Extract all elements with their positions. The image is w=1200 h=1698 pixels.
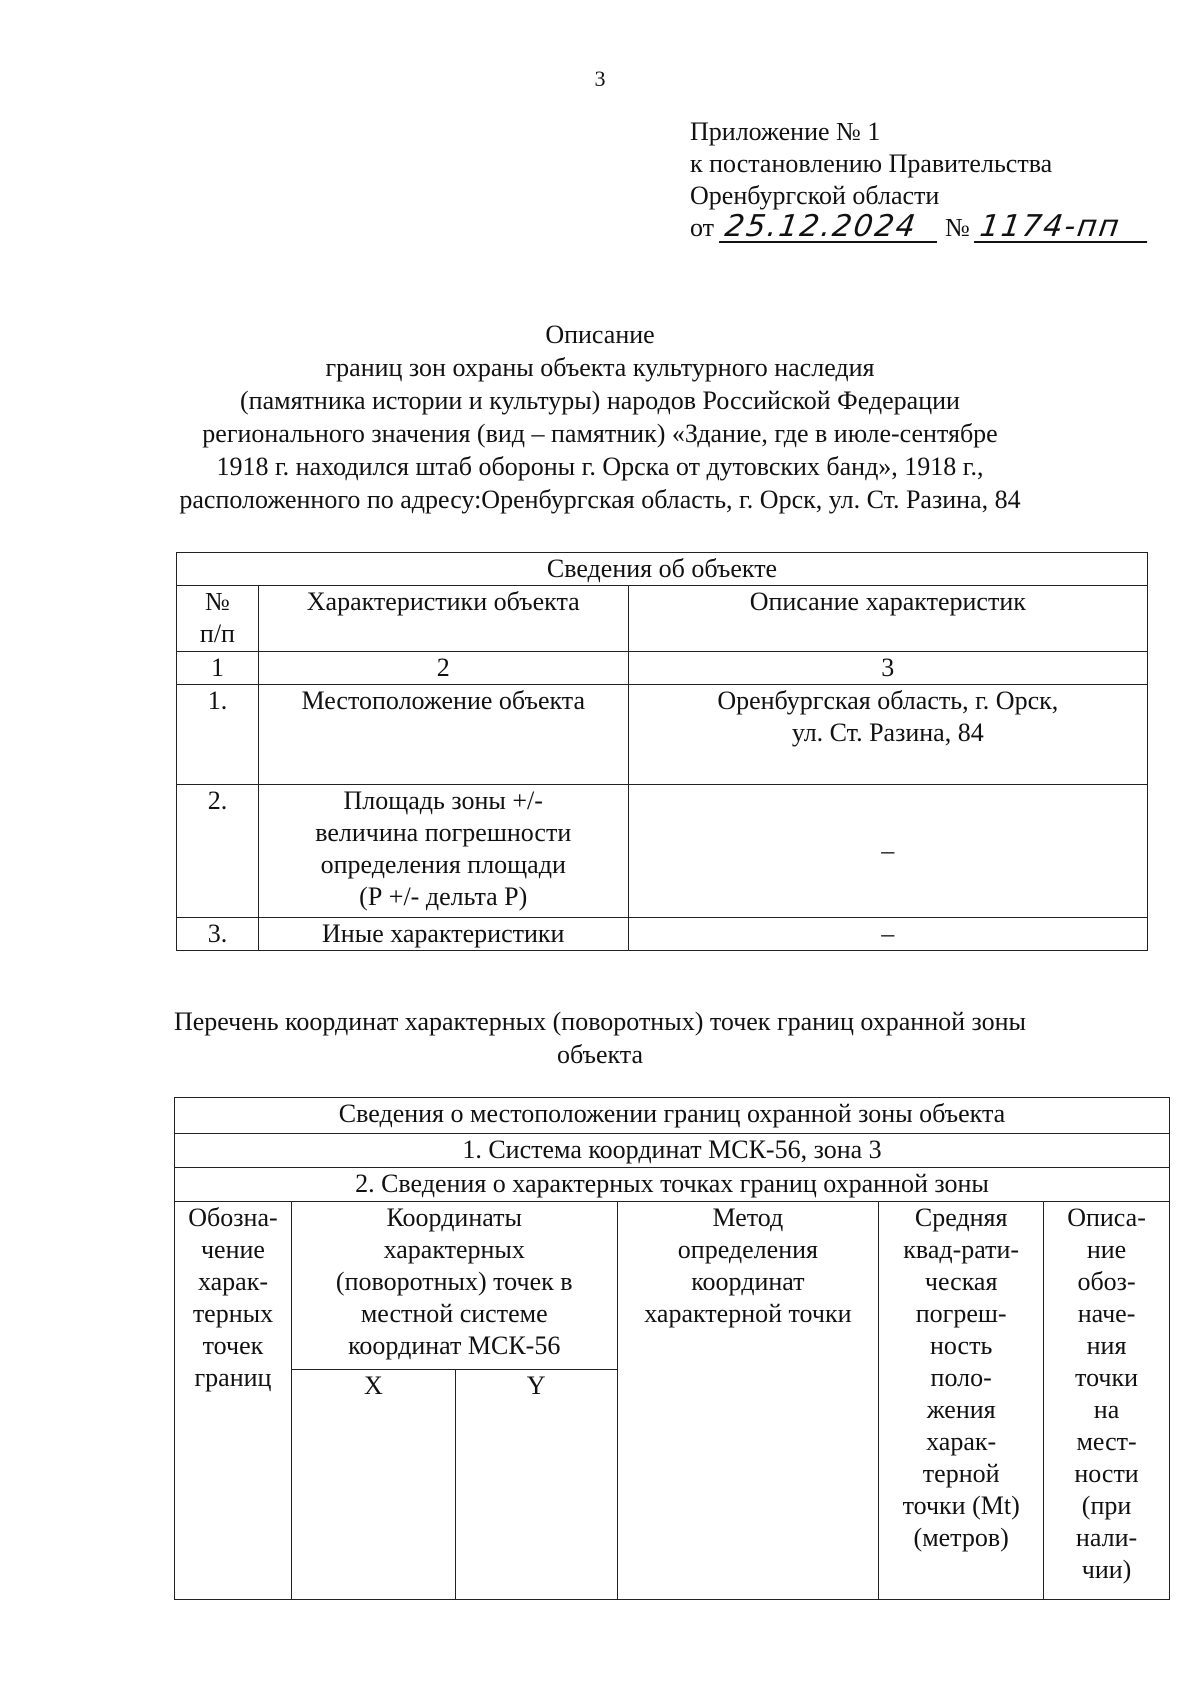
row-characteristic: Площадь зоны +/- величина погрешности определения площади (Р +/- дельта Р) <box>258 785 628 918</box>
header-num: № п/п <box>177 586 259 652</box>
row-description: Оренбургская область, г. Орск, ул. Ст. Разина, 84 <box>628 685 1147 785</box>
row-num: 3. <box>177 918 259 951</box>
header-x: X <box>291 1370 455 1600</box>
table-caption: Сведения об объекте <box>177 553 1148 586</box>
page-number: 3 <box>594 66 606 91</box>
header-y: Y <box>455 1370 617 1600</box>
number-label: № <box>945 213 970 242</box>
header-method: Метод определения координат характерной точки <box>617 1202 879 1600</box>
title-line: расположенного по адресу:Оренбургская область, г. Орск, ул. Ст. Разина, 84 <box>179 485 1021 514</box>
coordinate-system-row: 1. Система координат МСК-56, зона 3 <box>175 1134 1170 1168</box>
subtitle-line: Перечень координат характерных (поворотных) точек границ охранной зоны <box>173 1007 1027 1036</box>
appendix-block <box>690 116 1149 244</box>
header-characteristic: Характеристики объекта <box>258 586 628 652</box>
appendix-line: к постановлению Правительства <box>690 149 1053 178</box>
object-info-table <box>176 552 1148 951</box>
title-line: Описание <box>545 320 655 349</box>
title-line: 1918 г. находился штаб обороны г. Орска от дутовских банд», 1918 г., <box>216 452 984 481</box>
appendix-date-line <box>690 209 1149 244</box>
title-line: (памятника истории и культуры) народов Российской Федерации <box>240 386 960 415</box>
header-description: Описание характеристик <box>628 586 1147 652</box>
column-number: 3 <box>628 652 1147 685</box>
row-description: – <box>628 785 1147 918</box>
points-info-row: 2. Сведения о характерных точках границ охранной зоны <box>175 1168 1170 1202</box>
appendix-line: Приложение № 1 <box>690 117 881 146</box>
table-caption: Сведения о местоположении границ охранной зоны объекта <box>175 1098 1170 1134</box>
boundary-points-table <box>174 1097 1170 1600</box>
row-characteristic: Иные характеристики <box>258 918 628 951</box>
header-error: Средняя квад-рати- ческая погреш- ность поло- жения харак- терной точки (Mt) (метров) <box>879 1202 1044 1600</box>
coordinates-heading <box>150 1005 1050 1071</box>
from-label: от <box>690 213 715 242</box>
subtitle-line: объекта <box>556 1040 644 1069</box>
header-point-description: Описа- ние обоз- наче- ния точки на мест- ности (при нали- чии) <box>1044 1202 1170 1600</box>
appendix-line: Оренбургской области <box>690 181 940 210</box>
handwritten-number: 1174-пп <box>974 213 1151 243</box>
row-num: 2. <box>177 785 259 918</box>
header-designation: Обозна- чение харак- терных точек границ <box>175 1202 292 1600</box>
header-coordinates: Координаты характерных (поворотных) точек в местной системе координат МСК-56 <box>291 1202 617 1370</box>
title-line: границ зон охраны объекта культурного наследия <box>325 353 875 382</box>
column-number: 1 <box>177 652 259 685</box>
document-title <box>150 318 1050 516</box>
row-characteristic: Местоположение объекта <box>258 685 628 785</box>
handwritten-date: 25.12.2024 <box>718 213 940 243</box>
title-line: регионального значения (вид – памятник) «Здание, где в июле-сентябре <box>202 419 998 448</box>
row-num: 1. <box>177 685 259 785</box>
row-description: – <box>628 918 1147 951</box>
column-number: 2 <box>258 652 628 685</box>
